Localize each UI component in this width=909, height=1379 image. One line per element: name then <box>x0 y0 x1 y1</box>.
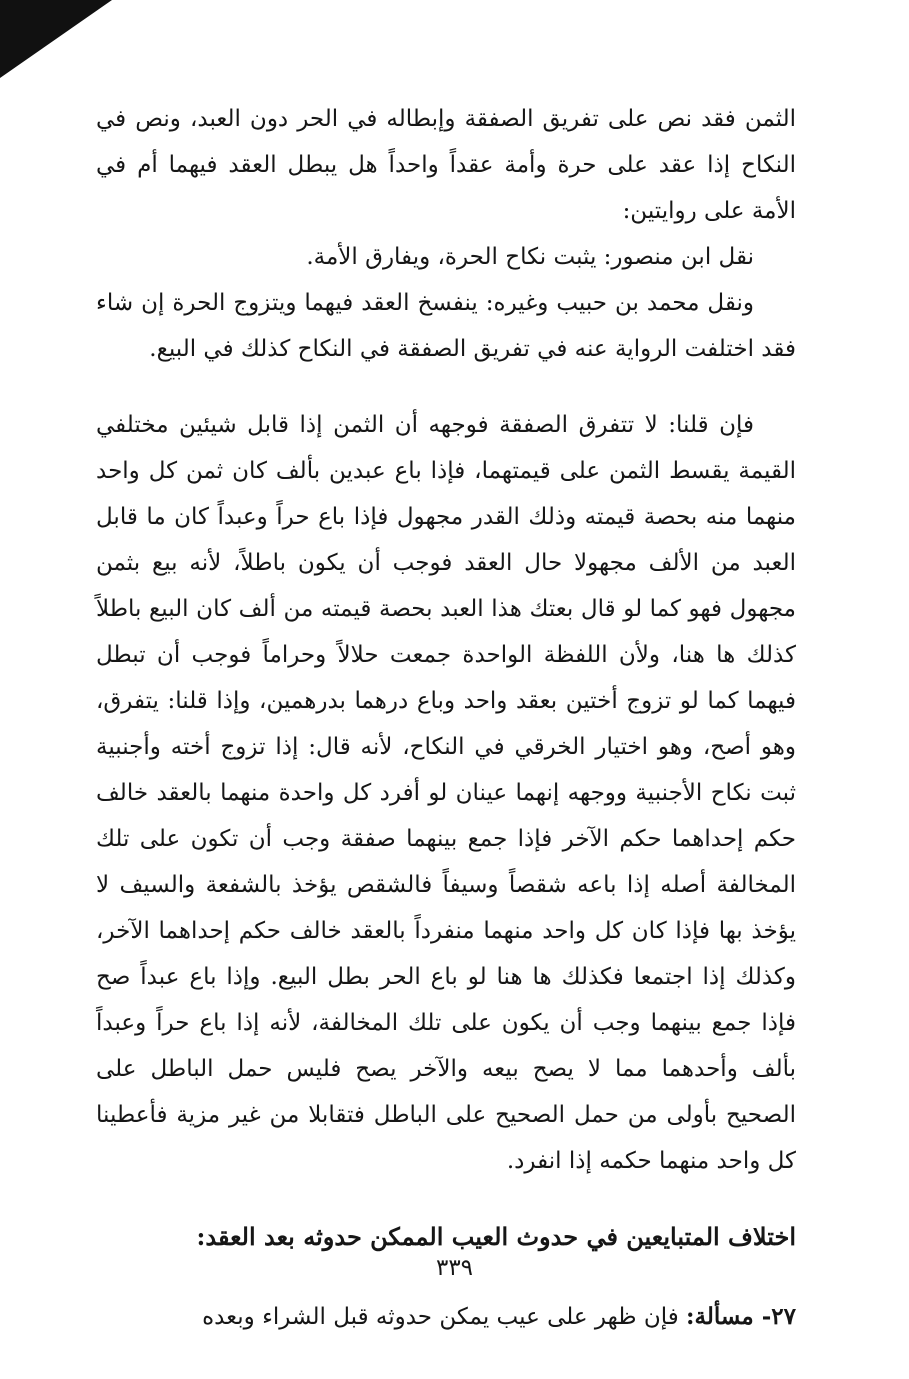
page-body <box>96 96 796 1340</box>
issue-line <box>96 1294 796 1340</box>
issue-number-label: ٢٧- مسألة: <box>686 1303 796 1330</box>
paragraph-narration-ibn-mansur: نقل ابن منصور: يثبت نكاح الحرة، ويفارق الأمة. <box>306 244 754 270</box>
page-corner-mark <box>0 0 112 78</box>
paragraph-argument: فإن قلنا: لا تتفرق الصفقة فوجهه أن الثمن إذا قابل شيئين مختلفي القيمة يقسط الثمن على قيمتهما، فإذا باع عبدين بألف كان ثمن كل واحد منهما منه بحصة قيمته وذلك القدر مجهول فإذا باع حراً وعبداً كان ما قابل العبد من الألف مجهولا حال العقد فوجب أن يكون باطلاً، لأنه بيع بثمن مجهول فهو كما لو قال بعتك هذا العبد بحصة قيمته من ألف كان البيع باطلاً كذلك ها هنا، ولأن اللفظة الواحدة جمعت حلالاً وحراماً فوجب أن تبطل فيهما كما لو تزوج أختين بعقد واحد وباع درهما بدرهمين، وإذا قلنا: يتفرق، وهو أصح، وهو اختيار الخرقي في النكاح، لأنه قال: إذا تزوج أخته وأجنبية ثبت نكاح الأجنبية ووجهه إنهما عينان لو أفرد كل واحدة منهما بالعقد خالف حكم إحداهما حكم الآخر فإذا جمع بينهما صفقة وجب أن تكون على تلك المخالفة أصله إذا باعه شقصاً وسيفاً فالشقص يؤخذ بالشفعة والسيف لا يؤخذ بها فإذا كان كل واحد منهما منفرداً بالعقد خالف حكم إحداهما الآخر، وكذلك إذا اجتمعا فكذلك ها هنا لو باع الحر بطل البيع. وإذا باع عبداً صح فإذا جمع بينهما وجب أن يكون على تلك المخالفة، لأنه إذا باع حراً وعبداً بألف وأحدهما مما لا يصح بيعه والآخر يصح فليس حمل الباطل على الصحيح بأولى من حمل الصحيح على الباطل فتقابلا من غير مزية فأعطينا كل واحد منهما حكمه إذا انفرد. <box>96 412 796 1174</box>
issue-text: فإن ظهر على عيب يمكن حدوثه قبل الشراء وبعده <box>202 1304 679 1330</box>
paragraph-narration-muhammad: ونقل محمد بن حبيب وغيره: ينفسخ العقد فيهما ويتزوج الحرة إن شاء فقد اختلفت الرواية عنه في تفريق الصفقة في النكاح كذلك في البيع. <box>96 290 796 362</box>
page-number: ٣٣٩ <box>435 1255 474 1281</box>
paragraph-opening: الثمن فقد نص على تفريق الصفقة وإبطاله في الحر دون العبد، ونص في النكاح إذا عقد على حرة وأمة عقداً واحداً هل يبطل العقد فيهما أم في الأمة على روايتين: <box>96 106 796 224</box>
section-heading: اختلاف المتبايعين في حدوث العيب الممكن حدوثه بعد العقد: <box>196 1222 796 1251</box>
